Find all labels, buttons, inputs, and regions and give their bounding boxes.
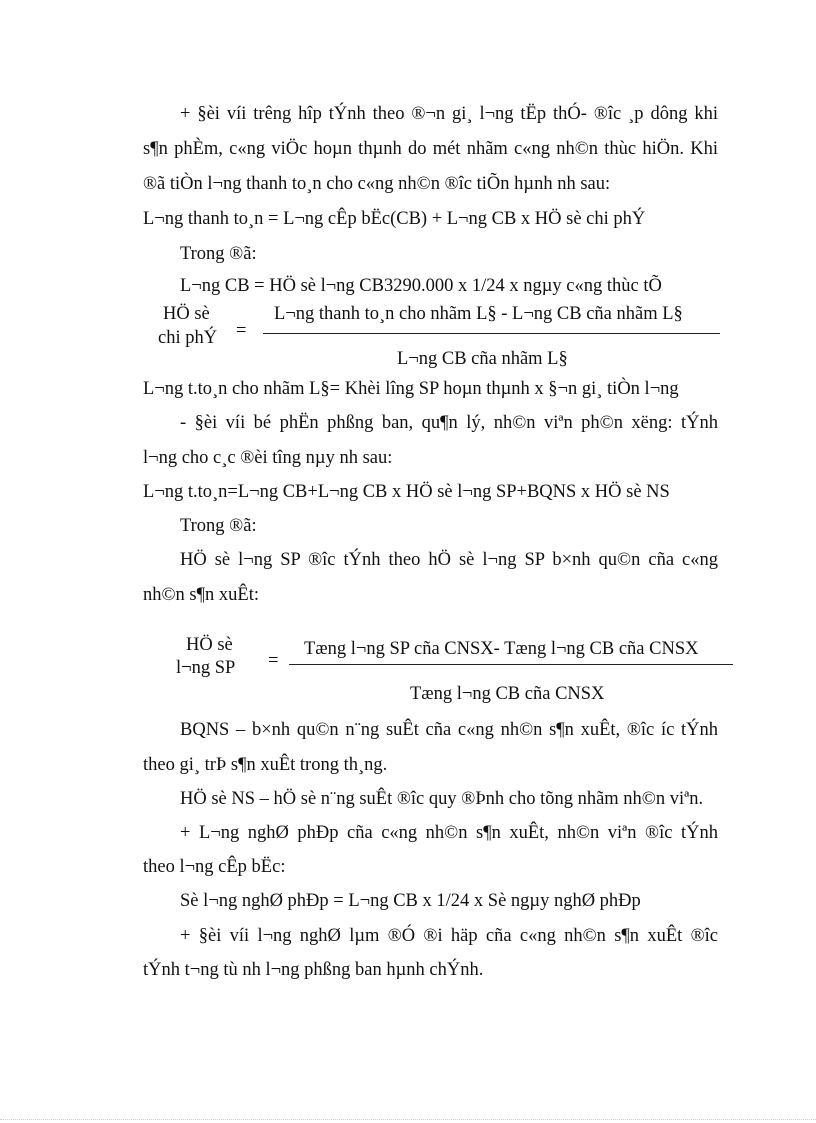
formula-lhs-bottom: chi phÝ xyxy=(158,328,218,348)
paragraph-line: l¬ng cho c¸c ®èi tîng nµy nh sau: xyxy=(143,448,393,468)
formula-lhs-top: HÖ sè xyxy=(163,304,210,324)
fraction-numerator: Tæng l¬ng SP cña CNSX- Tæng l¬ng CB cña CNSX xyxy=(304,639,699,659)
fraction-bar xyxy=(263,333,720,334)
paragraph-line: Trong ®ã: xyxy=(180,516,257,536)
formula-line: L¬ng t.to¸n cho nhãm L§= Khèi lîng SP hoµn thµnh x §¬n gi¸ tiÒn l¬ng xyxy=(143,379,679,399)
fraction-denominator: L¬ng CB cña nhãm L§ xyxy=(397,349,568,369)
paragraph-line: - §èi víi bé phËn phßng ban, qu¶n lý, nh©n viªn ph©n xëng: tÝnh xyxy=(180,413,718,433)
formula-lhs-top: HÖ sè xyxy=(186,635,233,655)
paragraph-line: HÖ sè NS – hÖ sè n¨ng suÊt ®îc quy ®Þnh cho tõng nhãm nh©n viªn. xyxy=(180,789,704,809)
fraction-numerator: L¬ng thanh to¸n cho nhãm L§ - L¬ng CB cña nhãm L§ xyxy=(274,304,683,324)
paragraph-line: Trong ®ã: xyxy=(180,244,257,264)
paragraph-line: tÝnh t¬ng tù nh l¬ng phßng ban hµnh chÝnh. xyxy=(143,960,484,980)
paragraph-line: BQNS – b×nh qu©n n¨ng suÊt cña c«ng nh©n s¶n xuÊt, ®îc íc tÝnh xyxy=(180,720,718,740)
fraction-bar xyxy=(289,664,733,665)
paragraph-line: + L¬ng nghØ phÐp cña c«ng nh©n s¶n xuÊt, nh©n viªn ®îc tÝnh xyxy=(180,823,718,843)
formula-line: L¬ng thanh to¸n = L¬ng cÊp bËc(CB) + L¬ng CB x HÖ sè chi phÝ xyxy=(143,209,646,229)
formula-lhs-bottom: l¬ng SP xyxy=(176,658,236,678)
fraction-denominator: Tæng l¬ng CB cña CNSX xyxy=(410,684,605,704)
paragraph-line: s¶n phÈm, c«ng viÖc hoµn thµnh do mét nhãm c«ng nh©n thùc hiÖn. Khi xyxy=(143,139,718,159)
equals-sign: = xyxy=(236,321,247,341)
equals-sign: = xyxy=(268,651,279,671)
formula-line: L¬ng t.to¸n=L¬ng CB+L¬ng CB x HÖ sè l¬ng SP+BQNS x HÖ sè NS xyxy=(143,482,670,502)
paragraph-line: + §èi víi trêng hîp tÝnh theo ®¬n gi¸ l¬ng tËp thÓ- ®îc ¸p dông khi xyxy=(180,104,718,124)
paragraph-line: ®ã tiÒn l¬ng thanh to¸n cho c«ng nh©n ®îc tiÕn hµnh nh sau: xyxy=(143,174,611,194)
paragraph-line: nh©n s¶n xuÊt: xyxy=(143,585,259,605)
paragraph-line: HÖ sè l¬ng SP ®îc tÝnh theo hÖ sè l¬ng SP b×nh qu©n cña c«ng xyxy=(180,550,718,570)
page-bottom-divider xyxy=(0,1119,816,1120)
formula-line: L¬ng CB = HÖ sè l¬ng CB3290.000 x 1/24 x ngµy c«ng thùc tÕ xyxy=(180,276,662,296)
paragraph-line: + §èi víi l¬ng nghØ lµm ®Ó ®i häp cña c«ng nh©n s¶n xuÊt ®îc xyxy=(180,926,718,946)
paragraph-line: theo gi¸ trÞ s¶n xuÊt trong th¸ng. xyxy=(143,755,388,775)
formula-line: Sè l¬ng nghØ phÐp = L¬ng CB x 1/24 x Sè ngµy nghØ phÐp xyxy=(180,891,641,911)
paragraph-line: theo l¬ng cÊp bËc: xyxy=(143,857,286,877)
